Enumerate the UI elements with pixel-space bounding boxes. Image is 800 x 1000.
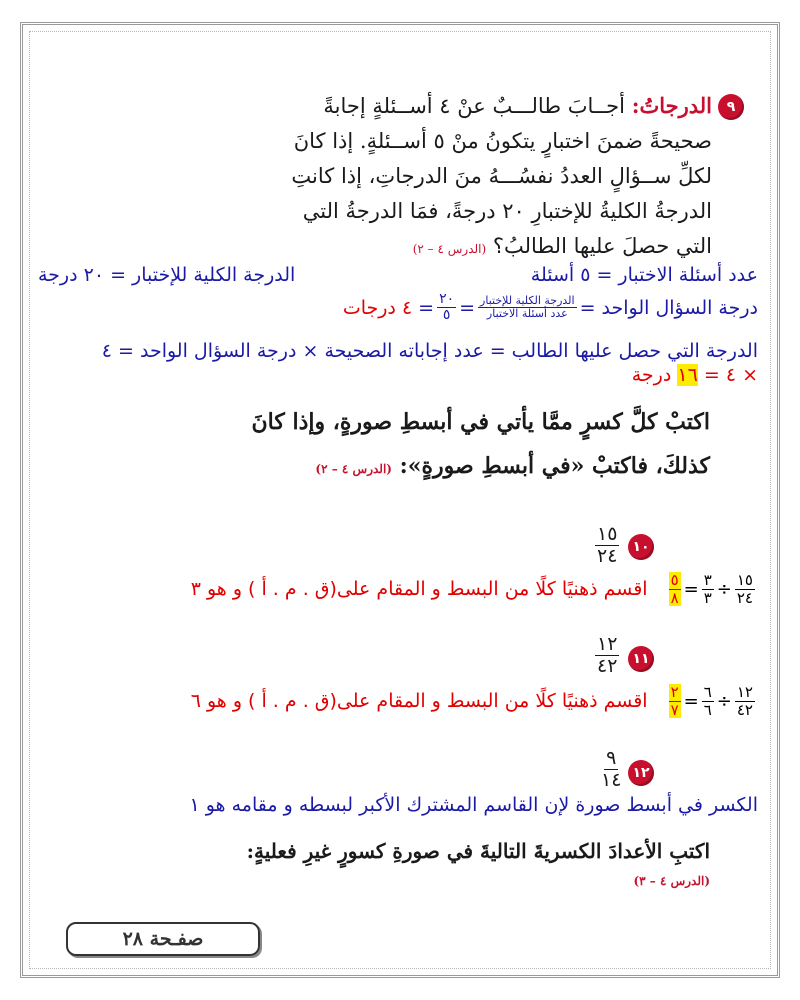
problem-11-answer: $\frac{١٢}{٤٢}$ ÷ $\frac{٦}{٦}$ = $\frac{٢}{٧}$ اقسم ذهنيًا كلًا من البسط و المقام على(ق . م . أ ) و هو ٦: [190, 683, 753, 719]
problem-10-result: $\frac{٥}{٨}$: [670, 571, 679, 607]
answer-9-total: الدرجة الكلية للإختبار = ٢٠ درجة: [38, 264, 296, 286]
answer-9-student-line: الدرجة التي حصل عليها الطالب = عدد إجاباته الصحيحة × درجة السؤال الواحد = ٤: [101, 340, 758, 362]
answer-9-given: [38, 264, 758, 286]
problem-11-fraction: $\frac{١٢}{٤٢}$: [597, 633, 618, 677]
problem-10-fraction: $\frac{١٥}{٢٤}$: [597, 523, 618, 567]
problem-10-number: ١٠: [628, 534, 654, 560]
problem-12-fraction: $\frac{٩}{١٤}$: [601, 747, 622, 791]
answer-9-student-result: × ٤ = ١٦ درجة: [631, 364, 758, 386]
problem-10-answer: $\frac{١٥}{٢٤}$ ÷ $\frac{٣}{٣}$ = $\frac{٥}{٨}$ اقسم ذهنيًا كلًا من البسط و المقام على(ق . م . أ ) و هو ٣: [190, 571, 753, 607]
problem-10-explanation: اقسم ذهنيًا كلًا من البسط و المقام على(ق . م . أ ) و هو ٣: [190, 578, 648, 600]
page-number-label: صفـحة ٢٨: [66, 922, 260, 956]
problem-11-result: $\frac{٢}{٧}$: [670, 683, 679, 719]
problem-9-number: ٩: [718, 94, 744, 120]
problem-9-heading: الدرجاتُ:: [631, 93, 712, 118]
problem-11-explanation: اقسم ذهنيًا كلًا من البسط و المقام على(ق . م . أ ) و هو ٦: [190, 690, 648, 712]
word-fraction: $\frac{\text{الدرجة الكلية للإختبار}}{\text{عدد أسئلة الاختبار}}$: [480, 294, 575, 321]
answer-9-questions: عدد أسئلة الاختبار = ٥ أسئلة: [530, 264, 758, 286]
answer-9-per-question: درجة السؤال الواحد = $\frac{\text{الدرجة الكلية للإختبار}}{\text{عدد أسئلة الاختبار}}$ = $\frac{٢٠}{٥}$ = ٤ درجات: [342, 291, 758, 324]
instruction-improper-fractions: اكتبِ الأعدادَ الكسريةَ التاليةَ في صورةِ كسورٍ غيرِ فعليةٍ: (الدرس ٤ – ٣): [246, 839, 710, 888]
problem-9-text: الدرجاتُ: أجــابَ طالـــبٌ عنْ ٤ أســئلةٍ إجابةً صحيحةً ضمنَ اختبارٍ يتكونُ منْ ٥ أســئلةٍ. إذا كانَ لكلِّ ســؤالٍ العددُ نفسُـــهُ منَ الدرجاتِ، إذا كانتِ الدرجةُ الكليةُ للإختبارِ ٢٠ درجةً، فمَا الدرجةُ التي التي حصلَ عليها الطالبُ؟ (الدرس ٤ – ٢): [291, 93, 712, 258]
problem-12-number: ١٢: [628, 760, 654, 786]
problem-11-number: ١١: [628, 646, 654, 672]
highlighted-result: ١٦: [677, 364, 698, 386]
per-question-result: ٤ درجات: [342, 296, 413, 319]
problem-12-explanation: الكسر في أبسط صورة لإن القاسم المشترك الأكبر لبسطه و مقامه هو ١: [189, 794, 758, 816]
number-fraction: $\frac{٢٠}{٥}$: [439, 291, 455, 324]
problem-9-lesson-ref: (الدرس ٤ – ٢): [412, 242, 487, 256]
instruction-simplify: اكتبْ كلَّ كسرٍ ممَّا يأتي في أبسطِ صورةٍ، وإذا كانَ كذلكَ، فاكتبْ «في أبسطِ صورةٍ»: (الدرس ٤ – ٢): [251, 409, 710, 479]
